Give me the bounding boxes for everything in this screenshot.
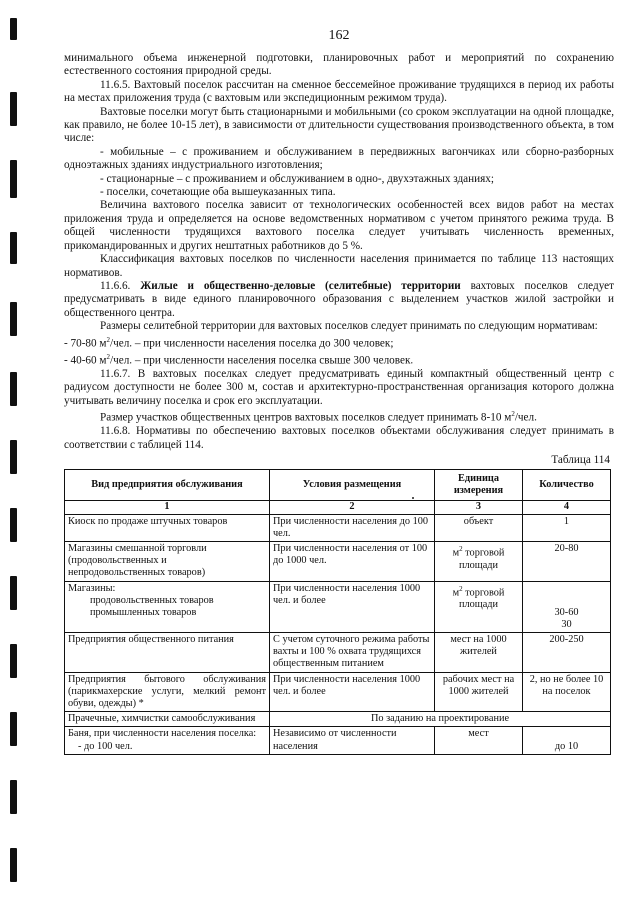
list-item: - стационарные – с проживанием и обслуживанием в одно-, двухэтажных зданиях; [100,172,494,185]
paragraph-11-6-6 [64,280,614,320]
table-cell: объект [435,514,523,541]
table-cell: При численности населения 1000 чел. и более [270,672,435,712]
cell-value: 30-60 [554,606,579,618]
paragraph-11-6-8: 11.6.8. Нормативы по обеспечению вахтовых поселков объектами обслуживания следует принимать в соответствии с таблицей 114. [64,425,614,451]
table-header-row [65,469,611,500]
table-caption: Таблица 114 [551,453,610,466]
binder-mark [10,508,17,542]
column-number: 2 [270,501,435,514]
document-page [64,28,614,755]
superscript: 2 [106,335,110,344]
binder-mark [10,232,17,264]
cell-title: Баня, при численности населения поселка: [68,728,257,740]
table-row [65,581,611,632]
paragraph: Размеры селитебной территории для вахтовых поселков следует принимать по следующим нормативам: [100,320,598,333]
table-cell: Независимо от численности населения [270,727,435,754]
table-row [65,672,611,712]
table-row [65,514,611,541]
services-table [64,469,611,755]
paragraph: минимального объема инженерной подготовки, планировочных работ и мероприятий по сохранению естественного состояния природной среды. [64,52,614,78]
list-item: - поселки, сочетающие оба вышеуказанных типа. [100,186,336,199]
table-cell: рабочих мест на 1000 жителей [435,672,523,712]
cell-subitem: промышленных товаров [90,607,197,619]
table-cell [435,581,523,632]
table-cell: 20-80 [523,542,611,582]
binder-mark [10,372,17,406]
table-cell: Предприятия бытового обслуживания (парикмахерские услуги, мелкий ремонт обуви, одежды) * [65,672,270,712]
bold-term: Жилые и общественно-деловые (селитебные) территории [140,279,461,292]
table-cell [65,727,270,754]
table-cell [523,581,611,632]
table-cell [435,542,523,582]
table-cell: 1 [523,514,611,541]
paragraph-text: вахтовых поселков следует предусматривать в виде единого планировочного образования с выделением участков жилой застройки и общественного центра. [64,279,614,319]
superscript: 2 [459,545,463,553]
binder-mark [10,160,17,198]
table-cell: Магазины смешанной торговли (продовольственных и непродовольственных товаров) [65,542,270,582]
paragraph [64,408,614,425]
table-cell: Предприятия общественного питания [65,633,270,673]
table-row [65,712,611,727]
table-cell: мест [435,727,523,754]
superscript: 2 [106,352,110,361]
list-item: - мобильные – с проживанием и обслуживанием в передвижных вагончиках или сборно-разборных одноэтажных зданиях индустриального изготовления; [64,145,614,172]
table-row [65,542,611,582]
binder-mark [10,644,17,678]
binder-mark [10,92,17,126]
column-number: 1 [65,501,270,514]
table-cell: При численности населения до 100 чел. [270,514,435,541]
list-item [64,334,614,351]
paragraph-11-6-5: 11.6.5. Вахтовый поселок рассчитан на сменное бессемейное проживание трудящихся в период их работы на местах приложения труда (с вахтовым или экспедиционным режимом труда). [64,78,614,105]
superscript: 2 [511,410,515,419]
binder-mark [10,576,17,610]
table-cell: С учетом суточного режима работы вахты и 100 % охвата трудящихся общественным питанием [270,633,435,673]
binder-mark [10,712,17,746]
norm-value: - 70-80 м [64,337,107,350]
table-cell: Прачечные, химчистки самообслуживания [65,712,270,727]
table-cell: При численности населения от 100 до 1000 чел. [270,542,435,582]
norm-value: - 40-60 м [64,354,107,367]
binder-mark [10,780,17,814]
cell-subitem: продовольственных товаров [90,594,214,606]
table-cell: Киоск по продаже штучных товаров [65,514,270,541]
cell-title: Магазины: [68,582,116,594]
column-number-row [65,501,611,514]
superscript: 2 [459,584,463,593]
header-cell: Единица измерения [435,469,523,500]
unit-text: торговой площади [458,587,505,611]
binder-mark [10,440,17,474]
paragraph-11-6-7: 11.6.7. В вахтовых поселках следует предусматривать единый компактный общественный центр с радиусом доступности не более 300 м, состав и архитектурно-пространственная организация которого должна учитывать величину поселка и срок его эксплуатации. [64,367,614,407]
paragraph-text: /чел. [514,411,537,424]
clause-number: 11.6.6. [100,279,131,292]
list-item [64,351,614,368]
header-cell: Вид предприятия обслуживания [65,469,270,500]
binder-mark [10,848,17,882]
paragraph: Величина вахтового поселка зависит от технологических особенностей всех видов работ на местах приложения труда и определяется на основе ведомственных нормативом с учетом принятого режима труда. В общей численности трудящихся вахтового поселка следует учитывать численность временных, прикомандированных и других нештатных работников до 5 %. [64,199,614,252]
table-cell [65,581,270,632]
unit-text: м [452,547,460,559]
norm-text: /чел. – при численности населения поселка до 300 человек; [110,337,394,350]
page-number: 162 [328,28,350,43]
table-row [65,727,611,754]
binder-mark [10,18,17,40]
unit-text: м [452,587,460,599]
cell-value: 30 [561,618,572,630]
table-cell: до 10 [523,727,611,754]
header-cell: Количество [523,469,611,500]
column-number: 4 [523,501,611,514]
table-cell-merged: По заданию на проектирование [270,712,611,727]
table-cell: При численности населения 1000 чел. и более [270,581,435,632]
table-row [65,633,611,673]
table-cell: 2, но не более 10 на поселок [523,672,611,712]
paragraph-text: Размер участков общественных центров вахтовых поселков следует принимать 8-10 м [100,411,512,424]
column-number: 3 [435,501,523,514]
paragraph: Вахтовые поселки могут быть стационарными и мобильными (со сроком эксплуатации на одной площадке, как правило, не более 10-15 лет), в зависимости от длительности существования производственного объекта, в том числе: [64,105,614,145]
binder-mark [10,302,17,336]
table-cell: 200-250 [523,633,611,673]
unit-text: торговой площади [458,547,505,571]
table-cell: мест на 1000 жителей [435,633,523,673]
header-cell: Условия размещения [270,469,435,500]
norm-text: /чел. – при численности населения поселка свыше 300 человек. [110,354,414,367]
paragraph: Классификация вахтовых поселков по численности населения принимается по таблице 113 настоящих нормативов. [64,253,614,279]
cell-subitem: - до 100 чел. [78,740,133,752]
